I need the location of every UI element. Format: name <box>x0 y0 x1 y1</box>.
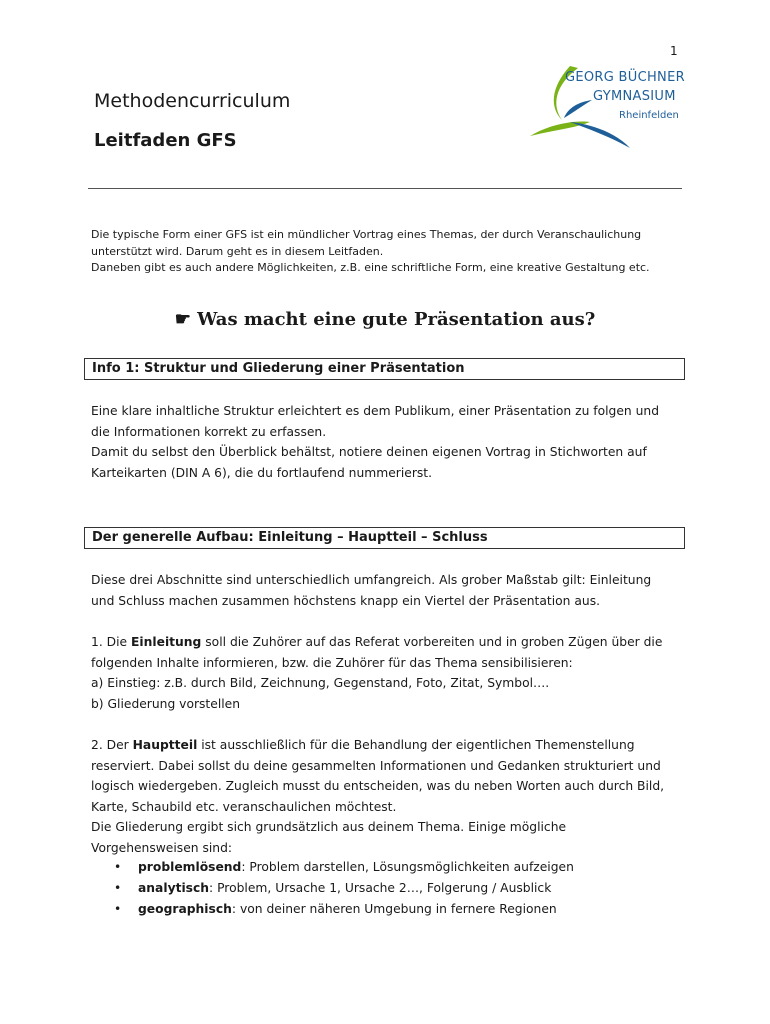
info1-paragraph <box>91 401 691 483</box>
aufbau-paragraph <box>91 570 691 611</box>
einleitung-line: b) Gliederung vorstellen <box>91 696 241 711</box>
hauptteil-first-line <box>91 735 691 756</box>
info1-line: die Informationen korrekt zu erfassen. <box>91 424 327 439</box>
logo-line-1: GEORG BÜCHNER <box>565 70 685 85</box>
list-item <box>114 899 684 920</box>
hauptteil-line: Karte, Schaubild etc. veranschaulichen möchtest. <box>91 799 397 814</box>
approach-term: analytisch <box>138 881 210 895</box>
einleitung-line: a) Einstieg: z.B. durch Bild, Zeichnung, Gegenstand, Foto, Zitat, Symbol…. <box>91 676 550 690</box>
hauptteil-line: Die Gliederung ergibt sich grundsätzlich aus deinem Thema. Einige mögliche <box>91 820 567 834</box>
hauptteil-prefix: 2. Der <box>91 738 133 752</box>
einleitung-paragraph <box>91 632 691 714</box>
intro-line: Die typische Form einer GFS ist ein mündlicher Vortrag eines Themas, der durch Veranschaulichung <box>91 228 642 241</box>
page-number: 1 <box>670 44 678 58</box>
main-heading-text: Was macht eine gute Präsentation aus? <box>197 309 596 330</box>
intro-line: Daneben gibt es auch andere Möglichkeiten, z.B. eine schriftliche Form, eine kreative Gestaltung etc. <box>91 261 650 274</box>
hauptteil-line: Vorgehensweisen sind: <box>91 840 233 855</box>
info1-header: Info 1: Struktur und Gliederung einer Präsentation <box>84 358 685 380</box>
einleitung-rest: soll die Zuhörer auf das Referat vorbereiten und in groben Zügen über die <box>201 635 663 649</box>
approach-desc: : von deiner näheren Umgebung in fernere Regionen <box>231 902 557 916</box>
bullet-icon: • <box>114 860 122 874</box>
main-heading <box>0 309 770 330</box>
info1-line: Damit du selbst den Überblick behältst, notiere deinen eigenen Vortrag in Stichworten auf <box>91 445 647 459</box>
document-subtitle: Leitfaden GFS <box>94 130 237 151</box>
einleitung-prefix: 1. Die <box>91 635 132 649</box>
header-divider <box>88 188 682 189</box>
aufbau-line: Diese drei Abschnitte sind unterschiedlich umfangreich. Als grober Maßstab gilt: Einleitung <box>91 573 652 587</box>
approach-desc: : Problem, Ursache 1, Ursache 2…, Folgerung / Ausblick <box>209 881 552 895</box>
school-logo <box>520 58 698 152</box>
einleitung-term: Einleitung <box>131 635 202 649</box>
info1-line: Eine klare inhaltliche Struktur erleichtert es dem Publikum, einer Präsentation zu folgen und <box>91 404 660 418</box>
aufbau-header: Der generelle Aufbau: Einleitung – Hauptteil – Schluss <box>84 527 685 549</box>
approach-desc: : Problem darstellen, Lösungsmöglichkeiten aufzeigen <box>241 860 574 874</box>
approach-term: problemlösend <box>138 860 242 874</box>
logo-line-2: GYMNASIUM <box>593 89 676 104</box>
bullet-icon: • <box>114 881 122 895</box>
document-title: Methodencurriculum <box>94 90 291 112</box>
list-item <box>114 857 684 878</box>
list-item <box>114 878 684 899</box>
hauptteil-line: logisch wiedergeben. Zugleich musst du entscheiden, was du neben Worten auch durch Bild, <box>91 779 665 793</box>
info1-line: Karteikarten (DIN A 6), die du fortlaufend nummerierst. <box>91 465 433 480</box>
logo-line-3: Rheinfelden <box>619 110 679 121</box>
hauptteil-line: reserviert. Dabei sollst du deine gesammelten Informationen und Gedanken strukturiert und <box>91 758 661 773</box>
intro-paragraph <box>91 227 691 277</box>
hauptteil-rest: ist ausschließlich für die Behandlung der eigentlichen Themenstellung <box>197 738 635 752</box>
hauptteil-term: Hauptteil <box>132 738 198 752</box>
aufbau-line: und Schluss machen zusammen höchstens knapp ein Viertel der Präsentation aus. <box>91 593 601 608</box>
einleitung-first-line <box>91 632 691 653</box>
einleitung-line: folgenden Inhalte informieren, bzw. die Zuhörer für das Thema sensibilisieren: <box>91 655 573 670</box>
approach-list <box>114 857 684 920</box>
pointing-hand-icon: ☛ <box>174 309 191 330</box>
bullet-icon: • <box>114 902 122 916</box>
intro-line: unterstützt wird. Darum geht es in diesem Leitfaden. <box>91 244 384 258</box>
hauptteil-paragraph <box>91 735 691 858</box>
approach-term: geographisch <box>138 902 232 916</box>
